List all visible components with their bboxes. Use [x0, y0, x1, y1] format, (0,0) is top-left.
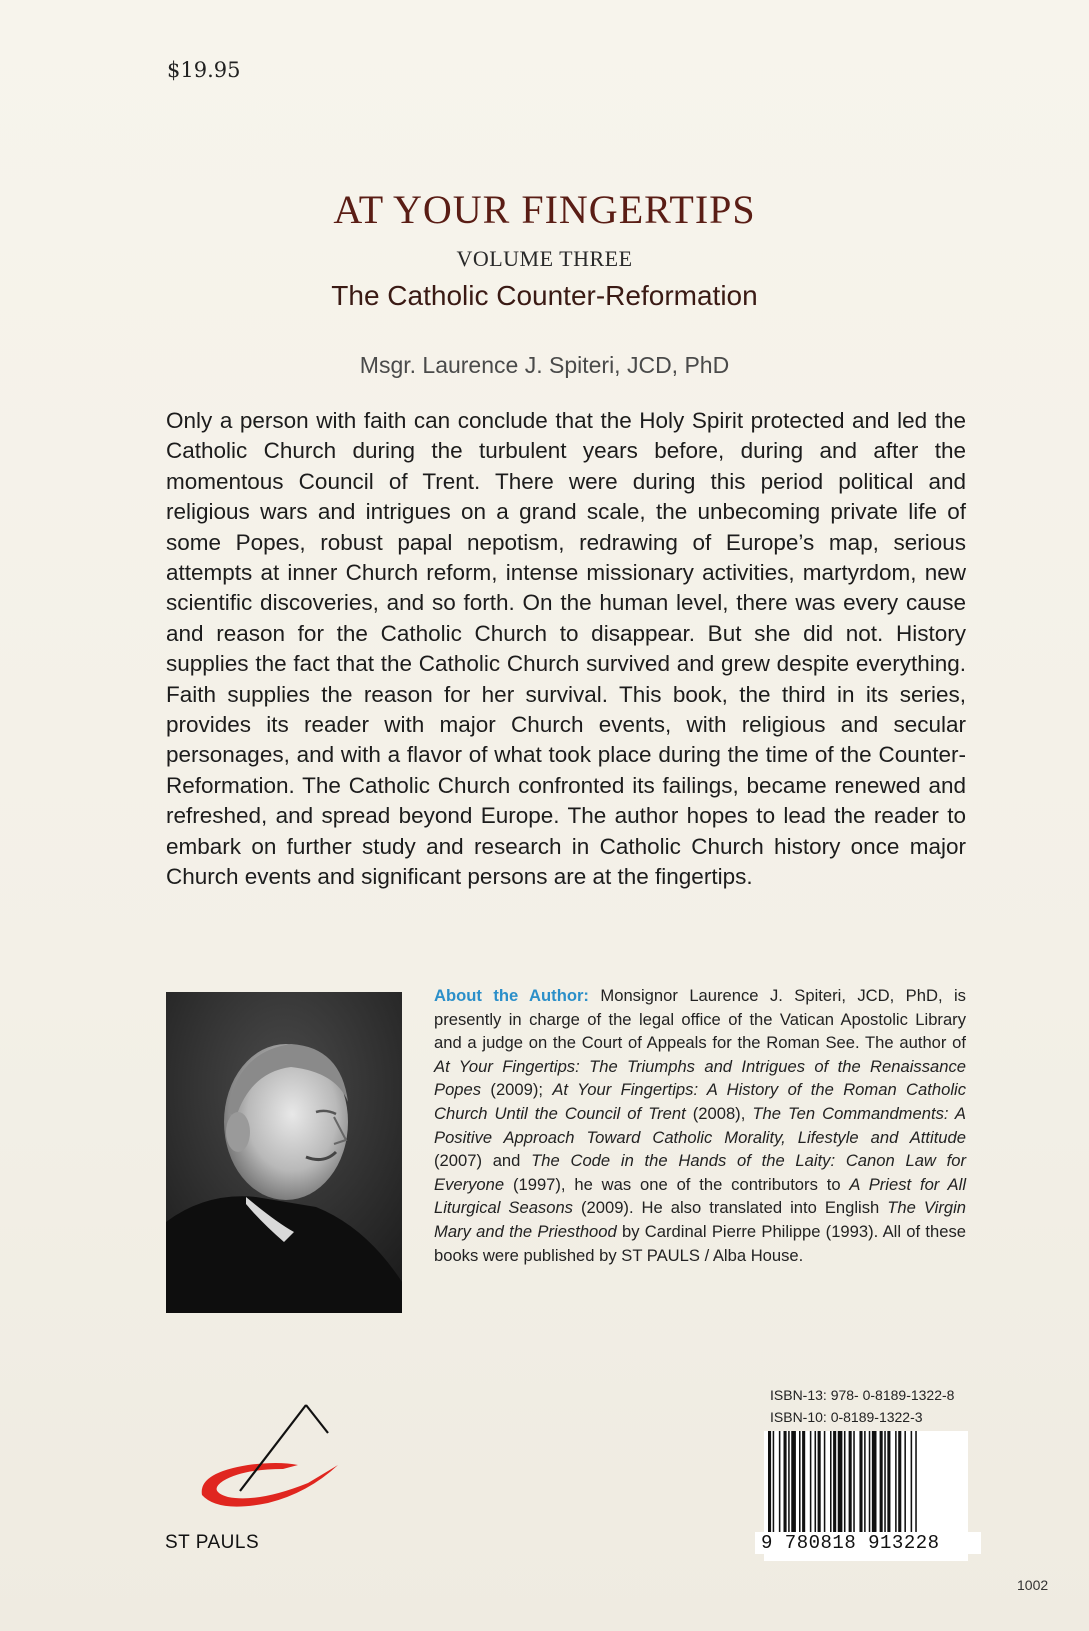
- barcode-bar: [853, 1431, 855, 1535]
- barcode-bar: [849, 1431, 852, 1535]
- barcode-bar: [884, 1431, 886, 1535]
- about-author-heading: About the Author:: [434, 986, 589, 1005]
- publisher-name: ST PAULS: [165, 1532, 260, 1553]
- barcode-bar: [788, 1431, 790, 1535]
- barcode-bar: [824, 1431, 826, 1535]
- barcode-bar: [818, 1431, 821, 1535]
- book-subtitle: The Catholic Counter-Reformation: [331, 280, 758, 311]
- barcode-bar: [911, 1431, 913, 1535]
- barcode-bar: [838, 1431, 843, 1535]
- barcode-bar: [915, 1431, 917, 1535]
- author-photo: [166, 992, 402, 1313]
- barcode-bar: [887, 1431, 890, 1535]
- price-label: $19.95: [167, 58, 241, 82]
- isbn-13: ISBN-13: 978- 0-8189-1322-8: [770, 1387, 955, 1403]
- barcode-bar: [844, 1431, 846, 1535]
- volume-label: VOLUME THREE: [456, 246, 633, 271]
- author-name: Msgr. Laurence J. Spiteri, JCD, PhD: [359, 352, 730, 378]
- barcode-digits: 9 780818 913228: [755, 1532, 981, 1554]
- barcode-bar: [833, 1431, 836, 1535]
- barcode-bar: [872, 1431, 877, 1535]
- isbn-10: ISBN-10: 0-8189-1322-3: [770, 1409, 923, 1425]
- barcode-bar: [898, 1431, 901, 1535]
- barcode-bar: [869, 1431, 871, 1535]
- barcode-bar: [768, 1431, 771, 1535]
- publisher-logo-icon: [188, 1403, 348, 1513]
- catalog-code: 1002: [1017, 1577, 1049, 1593]
- barcode-bar: [791, 1431, 796, 1535]
- barcode-bar: [773, 1431, 775, 1535]
- book-title: AT YOUR FINGERTIPS: [333, 187, 756, 232]
- barcode-bar: [895, 1431, 897, 1535]
- barcode-bar: [859, 1431, 862, 1535]
- barcode-bar: [880, 1431, 883, 1535]
- barcode-bar: [784, 1431, 787, 1535]
- barcode-bar: [810, 1431, 812, 1535]
- barcode-bar: [864, 1431, 866, 1535]
- barcode-bar: [830, 1431, 832, 1535]
- barcode-bar: [815, 1431, 817, 1535]
- about-author: About the Author: Monsignor Laurence J. Spiteri, JCD, PhD, is presently in charge of the legal office of the Vatican Apostolic Library and a judge on the Court of Appeals for the Roman See. The author of At Your Fingertips: The Triumphs and Intrigues of the Renaissance Popes (2009); At Your Fingertips: A History of the Roman Catholic Church Until the Council of Trent (2008), The Ten Commandments: A Positive Approach Toward Catholic Morality, Lifestyle and Attitude (2007) and The Code in the Hands of the Laity: Canon Law for Everyone (1997), he was one of the contributors to A Priest for All Liturgical Seasons (2009). He also translated into English The Virgin Mary and the Priesthood by Cardinal Pierre Philippe (1993). All of these books were published by ST PAULS / Alba House.: [434, 986, 967, 1265]
- barcode-bar: [802, 1431, 805, 1535]
- barcode-bar: [779, 1431, 781, 1535]
- book-description: Only a person with faith can conclude that the Holy Spirit protected and led the Catholic Church during the turbulent years before, during and after the momentous Council of Trent. There were during this period political and religious wars and intrigues on a grand scale, the unbecoming private life of some Popes, robust papal nepotism, redrawing of Europe’s map, serious attempts at inner Church reform, intense missionary activities, martyrdom, new scientific discoveries, and so forth. On the human level, there was every cause and reason for the Catholic Church to disappear. But she did not. History supplies the fact that the Catholic Church survived and grew despite everything. Faith supplies the reason for her survival. This book, the third in its series, provides its reader with major Church events, with religious and secular personages, and with a flavor of what took place during the time of the Counter-Reformation. The Catholic Church confronted its failings, became renewed and refreshed, and spread beyond Europe. The author hopes to lead the reader to embark on further study and research in Catholic Church history once major Church events and significant persons are at the fingertips.: [166, 408, 966, 890]
- barcode-bar: [799, 1431, 801, 1535]
- barcode-bar: [904, 1431, 906, 1535]
